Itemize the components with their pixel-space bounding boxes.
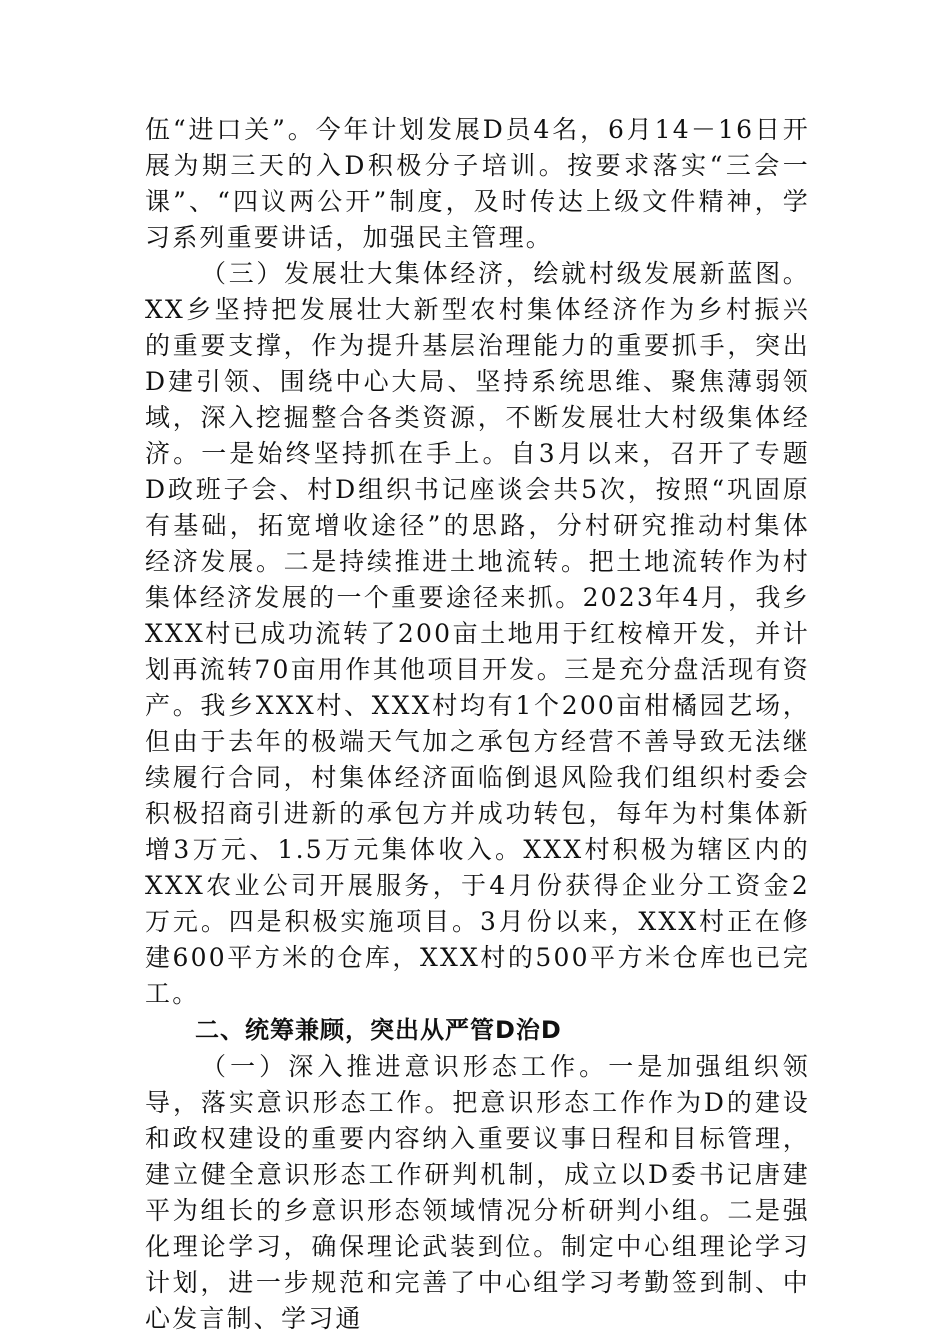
document-body: [145, 112, 810, 1337]
paragraph-ideology-work: （一）深入推进意识形态工作。一是加强组织领导，落实意识形态工作。把意识形态工作作为D的建设和政权建设的重要内容纳入重要议事日程和目标管理，建立健全意识形态工作研判机制，成立以D委书记唐建平为组长的乡意识形态领域情况分析研判小组。二是强化理论学习，确保理论武装到位。制定中心组理论学习计划，进一步规范和完善了中心组学习考勤签到制、中心发言制、学习通: [145, 1052, 810, 1333]
section-heading-strict-governance: 二、统筹兼顾，突出从严管D治D: [195, 1016, 562, 1044]
paragraph-party-member-development: 伍“进口关”。今年计划发展D员4名，6月14－16日开展为期三天的入D积极分子培训。按要求落实“三会一课”、“四议两公开”制度，及时传达上级文件精神，学习系列重要讲话，加强民主管理。: [145, 115, 810, 252]
paragraph-collective-economy: （三）发展壮大集体经济，绘就村级发展新蓝图。XX乡坚持把发展壮大新型农村集体经济作为乡村振兴的重要支撑，作为提升基层治理能力的重要抓手，突出D建引领、围绕中心大局、坚持系统思维、聚焦薄弱领域，深入挖掘整合各类资源，不断发展壮大村级集体经济。一是始终坚持抓在手上。自3月以来，召开了专题D政班子会、村D组织书记座谈会共5次，按照“巩固原有基础，拓宽增收途径”的思路，分村研究推动村集体经济发展。二是持续推进土地流转。把土地流转作为村集体经济发展的一个重要途径来抓。2023年4月，我乡XXX村已成功流转了200亩土地用于红桉樟开发，并计划再流转70亩用作其他项目开发。三是充分盘活现有资产。我乡XXX村、XXX村均有1个200亩柑橘园艺场，但由于去年的极端天气加之承包方经营不善导致无法继续履行合同，村集体经济面临倒退风险我们组织村委会积极招商引进新的承包方并成功转包，每年为村集体新增3万元、1.5万元集体收入。XXX村积极为辖区内的XXX农业公司开展服务，于4月份获得企业分工资金2万元。四是积极实施项目。3月份以来，XXX村正在修建600平方米的仓库，XXX村的500平方米仓库也已完工。: [145, 259, 810, 1008]
